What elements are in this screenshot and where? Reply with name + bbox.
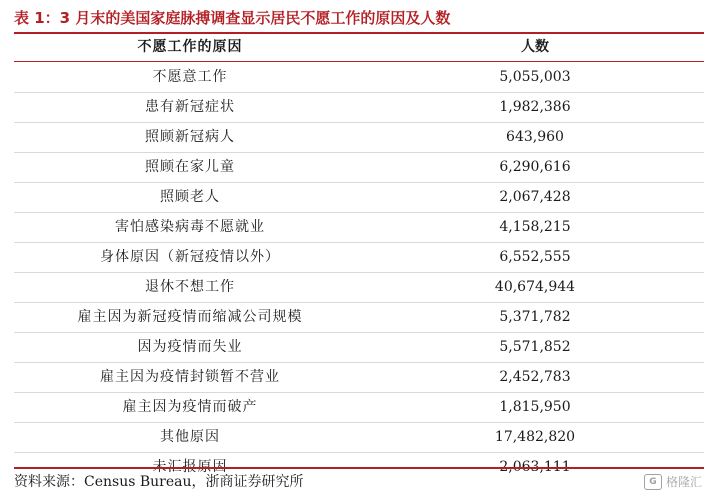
table-row (14, 63, 704, 93)
reason-cell: 雇主因为新冠疫情而缩减公司规模 (77, 309, 303, 325)
count-cell: 1,815,950 (499, 399, 571, 415)
reason-cell: 患有新冠症状 (145, 99, 235, 115)
reason-cell: 照顾新冠病人 (145, 129, 235, 145)
table-row (14, 153, 704, 183)
reason-cell: 雇主因为疫情而破产 (122, 399, 258, 415)
count-cell: 5,371,782 (499, 309, 571, 325)
count-cell: 17,482,820 (494, 429, 576, 445)
table-row (14, 243, 704, 273)
reason-cell: 身体原因（新冠疫情以外） (100, 249, 280, 265)
header-reason: 不愿工作的原因 (137, 39, 243, 55)
table-body (14, 63, 704, 482)
top-rule (14, 32, 704, 34)
reason-cell: 不愿意工作 (152, 69, 228, 85)
table-row (14, 423, 704, 453)
watermark-text: 格隆汇 (665, 475, 702, 489)
source-note: 资料来源：Census Bureau，浙商证券研究所 (14, 474, 304, 490)
table-row (14, 213, 704, 243)
table-header (14, 35, 704, 60)
table-row (14, 303, 704, 333)
reason-cell: 未汇报原因 (152, 459, 228, 475)
count-cell: 643,960 (506, 129, 564, 145)
count-cell: 40,674,944 (494, 279, 576, 295)
table-title: 表 1：3 月末的美国家庭脉搏调查显示居民不愿工作的原因及人数 (14, 9, 451, 27)
count-cell: 2,067,428 (499, 189, 571, 205)
header-count: 人数 (521, 39, 549, 55)
count-cell: 1,982,386 (499, 99, 571, 115)
bottom-rule (14, 467, 704, 469)
table-row (14, 363, 704, 393)
watermark (644, 472, 702, 492)
reason-cell: 害怕感染病毒不愿就业 (115, 219, 265, 235)
gelonghui-logo-icon: G (644, 474, 662, 490)
reason-cell: 照顾老人 (160, 189, 220, 205)
count-cell: 5,055,003 (499, 69, 571, 85)
reason-cell: 退休不想工作 (145, 279, 235, 295)
table-row (14, 123, 704, 153)
table-row (14, 393, 704, 423)
reason-cell: 其他原因 (160, 429, 220, 445)
table-row (14, 333, 704, 363)
count-cell: 5,571,852 (499, 339, 571, 355)
count-cell: 2,452,783 (499, 369, 571, 385)
count-cell: 4,158,215 (499, 219, 571, 235)
reason-cell: 照顾在家儿童 (145, 159, 235, 175)
reason-cell: 因为疫情而失业 (137, 339, 243, 355)
table-row (14, 183, 704, 213)
count-cell: 6,290,616 (499, 159, 571, 175)
table-row (14, 93, 704, 123)
header-rule (14, 61, 704, 62)
reason-cell: 雇主因为疫情封锁暂不营业 (100, 369, 280, 385)
count-cell: 6,552,555 (499, 249, 571, 265)
count-cell: 2,063,111 (499, 459, 571, 475)
table-row (14, 273, 704, 303)
